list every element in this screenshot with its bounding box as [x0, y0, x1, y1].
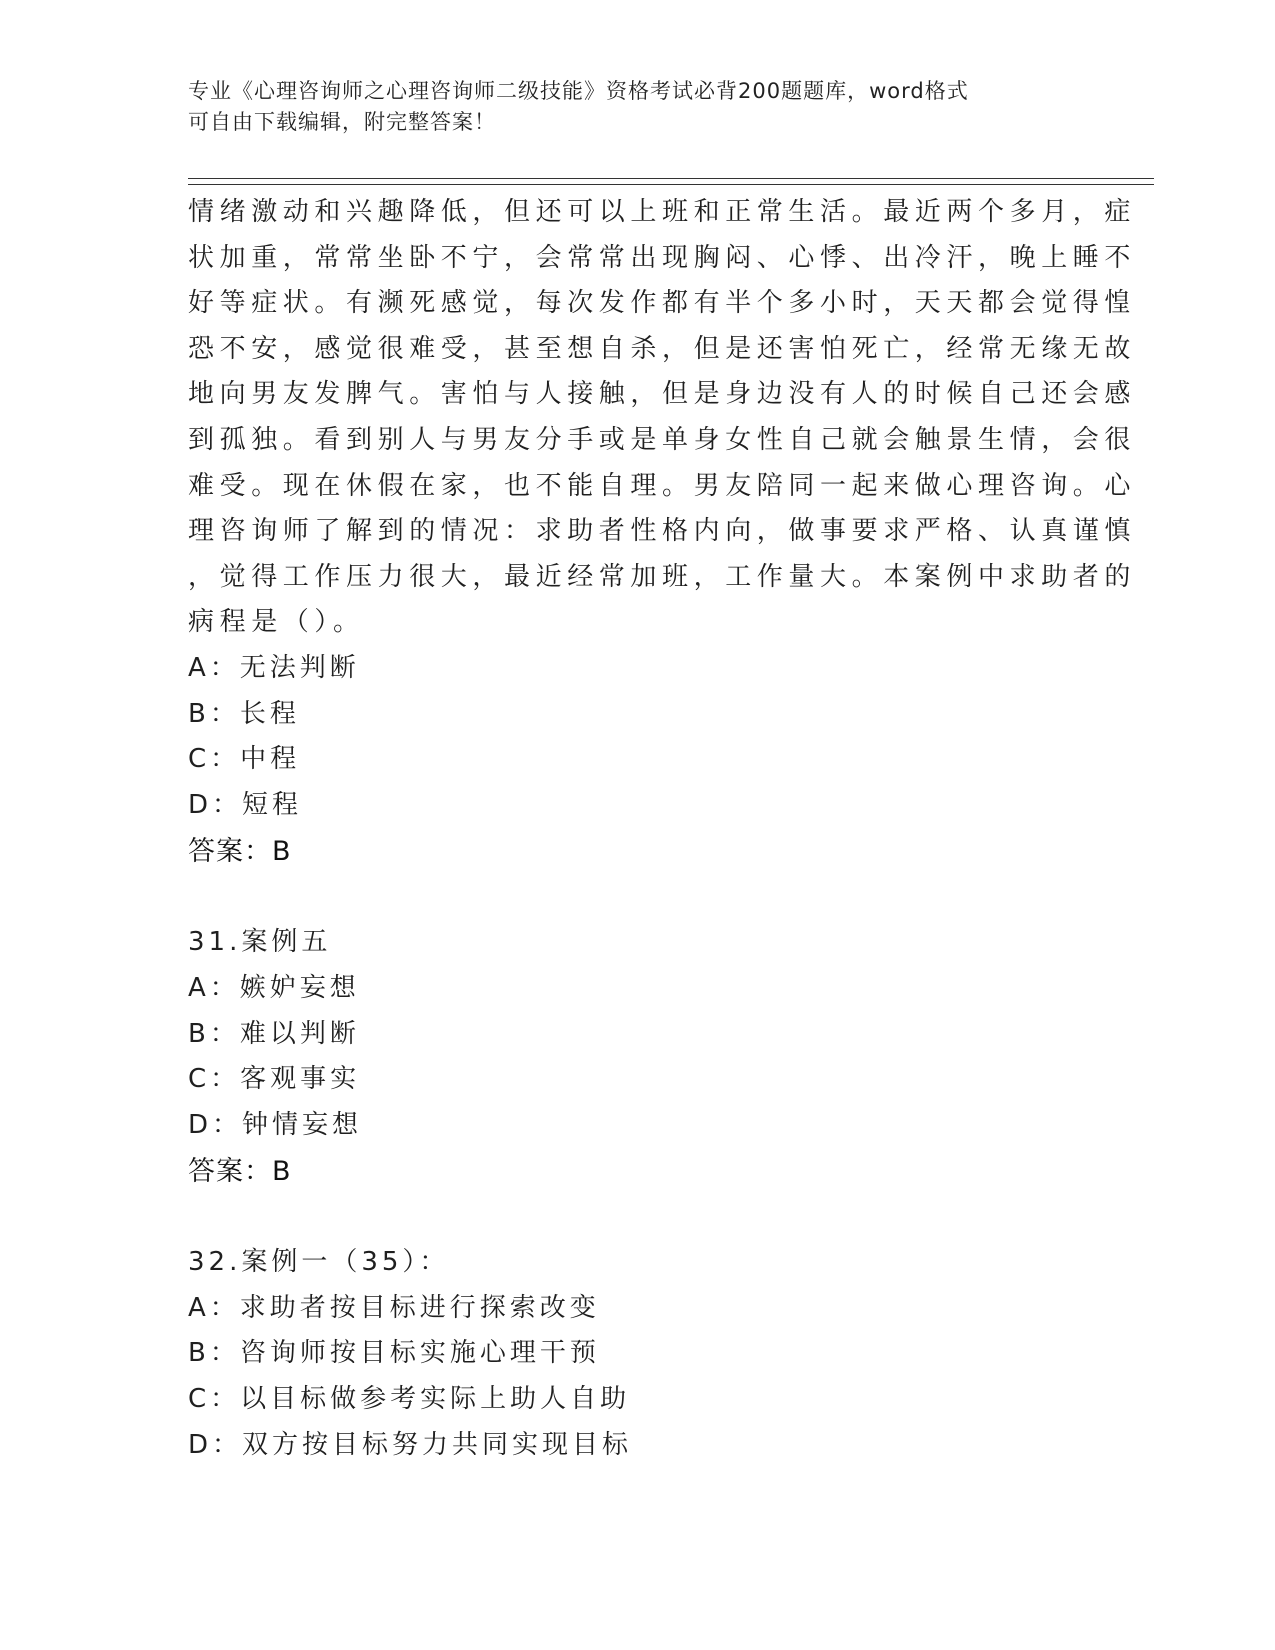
question-32-option-c: C：以目标做参考实际上助人自助	[188, 1384, 631, 1415]
question-30-option-b: B：长程	[188, 698, 300, 729]
header-divider-top	[188, 178, 1154, 179]
stem-line: ，觉得工作压力很大，最近经常加班，工作量大。本案例中求助者的	[188, 561, 1137, 592]
question-31-answer: 答案：B	[188, 1156, 292, 1188]
spacer	[188, 875, 1088, 920]
stem-line: 情绪激动和兴趣降低，但还可以上班和正常生活。最近两个多月，症	[188, 197, 1137, 227]
question-30-option-c: C：中程	[188, 744, 301, 775]
question-31-title: 31.案例五	[188, 927, 332, 958]
question-30-answer: 答案：B	[188, 836, 292, 868]
question-30-option-d: D：短程	[188, 789, 303, 820]
header-line-1: 专业《心理咨询师之心理咨询师二级技能》资格考试必背200题题库，word格式	[188, 79, 969, 103]
question-30-option-a: A：无法判断	[188, 652, 360, 683]
question-32-option-b: B：咨询师按目标实施心理干预	[188, 1338, 600, 1369]
question-32-option-a: A：求助者按目标进行探索改变	[188, 1292, 600, 1323]
stem-line: 病程是（）。	[188, 607, 365, 638]
stem-line: 状加重，常常坐卧不宁，会常常出现胸闷、心悸、出冷汗，晚上睡不	[188, 242, 1137, 273]
stem-line: 恐不安，感觉很难受，甚至想自杀，但是还害怕死亡，经常无缘无故	[188, 333, 1137, 364]
stem-line: 理咨询师了解到的情况：求助者性格内向，做事要求严格、认真谨慎	[188, 516, 1137, 547]
question-31-option-c: C：客观事实	[188, 1064, 361, 1095]
question-30-stem	[188, 190, 1137, 646]
header-divider-bottom	[188, 184, 1154, 185]
stem-line: 好等症状。有濒死感觉，每次发作都有半个多小时，天天都会觉得惶	[188, 288, 1137, 319]
document-header	[188, 76, 1068, 138]
question-31-option-b: B：难以判断	[188, 1018, 360, 1049]
question-31-option-a: A：嫉妒妄想	[188, 972, 360, 1003]
question-31-option-d: D：钟情妄想	[188, 1109, 363, 1140]
question-32-title: 32.案例一（35）：	[188, 1247, 450, 1278]
page-content	[188, 190, 1137, 1468]
spacer	[188, 1195, 1088, 1240]
question-32-option-d: D：双方按目标努力共同实现目标	[188, 1429, 633, 1460]
stem-line: 难受。现在休假在家，也不能自理。男友陪同一起来做心理咨询。心	[188, 470, 1137, 501]
stem-line: 到孤独。看到别人与男友分手或是单身女性自己就会触景生情，会很	[188, 424, 1137, 455]
stem-line: 地向男友发脾气。害怕与人接触，但是身边没有人的时候自己还会感	[188, 379, 1137, 410]
header-line-2: 可自由下载编辑，附完整答案！	[188, 110, 496, 134]
